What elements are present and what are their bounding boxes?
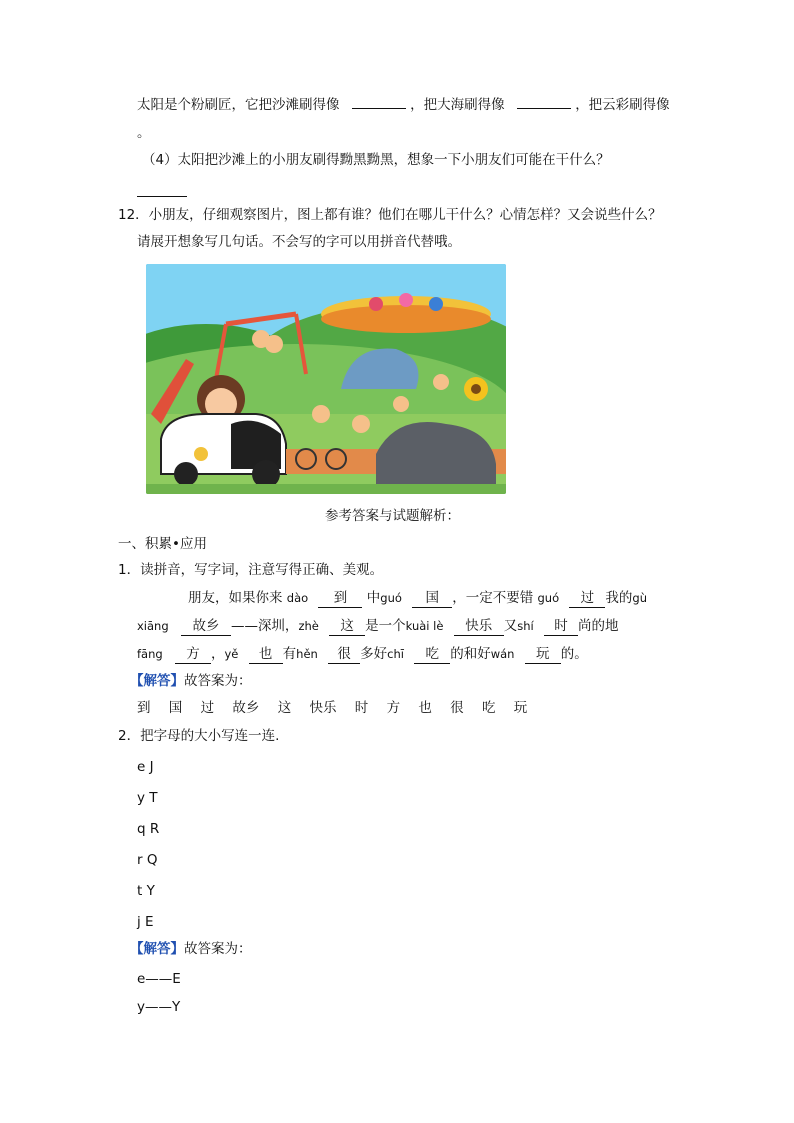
- letter-pair: t Y: [137, 883, 155, 899]
- letter-pair: q R: [137, 821, 160, 837]
- answer-word: 到: [137, 700, 151, 716]
- a1-line2: xiāng 故乡 ——深圳，zhè 这 是一个kuài lè 快乐 又shí 时 尚的地: [137, 618, 619, 634]
- answer-word: 吃: [414, 645, 450, 664]
- answer-word: 快乐: [454, 617, 504, 636]
- answer-word: 到: [318, 589, 362, 608]
- q11-line1: 太阳是个粉刷匠，它把沙滩刷得像 ，把大海刷得像 ，把云彩刷得像: [137, 97, 670, 113]
- a2-question: 2．把字母的大小写连一连.: [118, 728, 280, 744]
- answer-title: 参考答案与试题解析：: [325, 508, 460, 524]
- answer-blank[interactable]: [137, 178, 187, 197]
- answer-word: 这: [329, 617, 365, 636]
- answer-word: 也: [249, 645, 283, 664]
- answer-word: 时: [354, 700, 369, 716]
- a1-question: 1．读拼音，写字词，注意写得正确、美观。: [118, 562, 384, 578]
- q12-line2: 请展开想象写几句话。不会写的字可以用拼音代替哦。: [137, 234, 461, 250]
- answer-word: 国: [168, 700, 183, 716]
- letter-pair: j E: [137, 914, 154, 930]
- q11-line2: 。: [137, 125, 151, 141]
- answer-word: 故乡: [232, 700, 260, 716]
- answer-word: 方: [386, 700, 401, 716]
- a1-line1: 朋友，如果你来 dào 到 中guó 国 ，一定不要错 guó 过 我的gù: [188, 590, 648, 606]
- answer-word: 过: [200, 700, 215, 716]
- letter-match-answer: y——Y: [137, 999, 181, 1015]
- answer-word: 方: [175, 645, 211, 664]
- letter-pair: e J: [137, 759, 154, 775]
- answer-word: 吃: [481, 700, 496, 716]
- park-illustration: [146, 264, 506, 494]
- answer-word: 玩: [513, 700, 528, 716]
- answer-word: 时: [544, 617, 578, 636]
- answer-blank[interactable]: [352, 108, 406, 109]
- letter-match-answer: e——E: [137, 971, 181, 987]
- answer-blank[interactable]: [517, 108, 571, 109]
- section-heading: 一、积累•应用: [118, 536, 207, 552]
- answer-word: 也: [418, 700, 432, 716]
- park-scene-image: [146, 264, 506, 494]
- a1-solution-label: 【解答】故答案为：: [130, 673, 252, 689]
- q12-line1: 12．小朋友，仔细观察图片，图上都有谁？他们在哪儿干什么？心情怎样？又会说些什么？: [118, 207, 662, 223]
- answer-word: 国: [412, 589, 452, 608]
- answer-word: 故乡: [181, 617, 231, 636]
- answer-word: 过: [569, 589, 605, 608]
- answer-word: 很: [328, 645, 360, 664]
- a2-solution-label: 【解答】故答案为：: [130, 941, 252, 957]
- answer-word: 快乐: [309, 700, 337, 716]
- q11-sub4: （4）太阳把沙滩上的小朋友刷得黝黑黝黑，想象一下小朋友们可能在干什么？: [142, 152, 610, 168]
- letter-pair: y T: [137, 790, 158, 806]
- answer-word: 这: [277, 700, 292, 716]
- answer-word: 很: [450, 700, 464, 716]
- a1-answer-words: [137, 699, 541, 717]
- letter-pair: r Q: [137, 852, 158, 868]
- a1-line3: fāng 方 ，yě 也 有hěn 很 多好chī 吃 的和好wán 玩 的。: [137, 646, 588, 662]
- answer-word: 玩: [525, 645, 561, 664]
